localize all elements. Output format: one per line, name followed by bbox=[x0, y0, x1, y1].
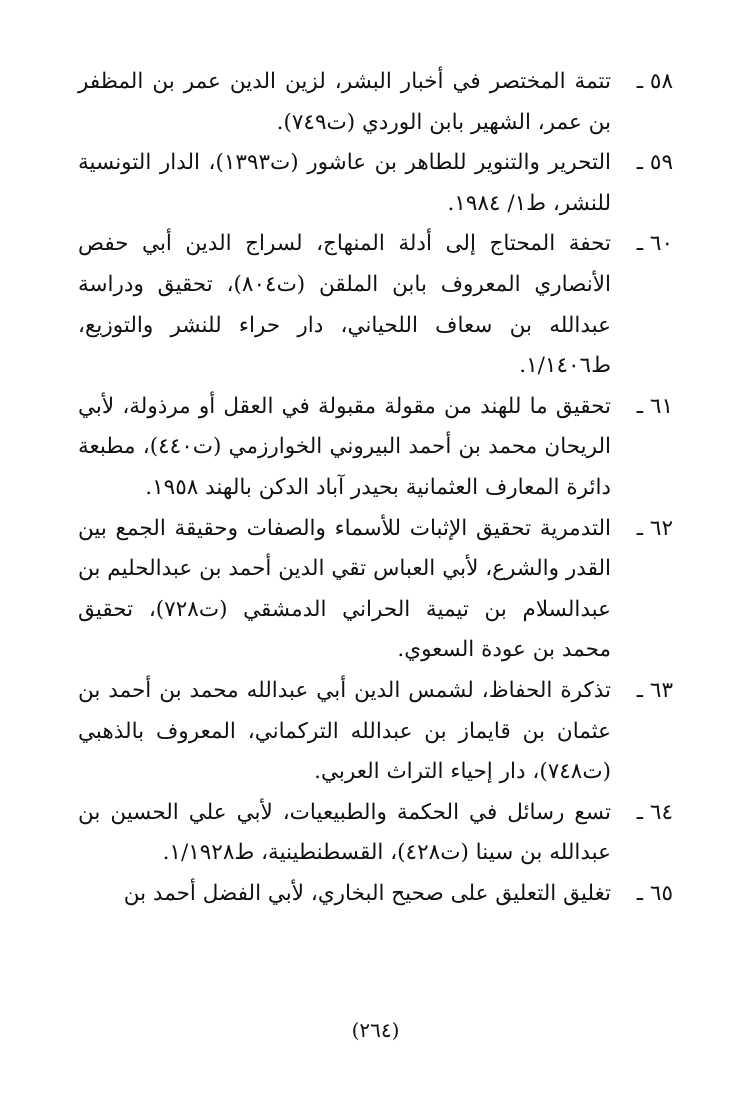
entry-58 bbox=[78, 62, 673, 143]
page-number: (٢٦٤) bbox=[351, 1018, 400, 1042]
entry-number: ٦٤ ـ bbox=[636, 799, 673, 825]
entry-61 bbox=[78, 387, 673, 509]
entry-text: تغليق التعليق على صحيح البخاري، لأبي الفضل أحمد بن bbox=[123, 880, 611, 906]
entry-65 bbox=[78, 874, 673, 915]
entry-62 bbox=[78, 509, 673, 671]
entry-text: التدمرية تحقيق الإثبات للأسماء والصفات وحقيقة الجمع بين القدر والشرع، لأبي العباس تقي الدين أحمد بن عبدالحليم بن عبدالسلام بن تيمية الحراني الدمشقي (ت٧٢٨)، تحقيق محمد بن عودة السعوي. bbox=[78, 515, 611, 663]
entry-text: تحقيق ما للهند من مقولة مقبولة في العقل أو مرذولة، لأبي الريحان محمد بن أحمد البيروني الخوارزمي (ت٤٤٠)، مطبعة دائرة المعارف العثمانية بحيدر آباد الدكن بالهند ١٩٥٨. bbox=[78, 393, 612, 500]
entry-59 bbox=[78, 143, 673, 224]
entry-text: تحفة المحتاج إلى أدلة المنهاج، لسراج الدين أبي حفص الأنصاري المعروف بابن الملقن (ت٨٠٤)، تحقيق ودراسة عبدالله بن سعاف اللحياني، دار حراء للنشر والتوزيع، ط١/١٤٠٦. bbox=[78, 231, 611, 379]
entry-63 bbox=[78, 671, 673, 793]
entry-number: ٦٠ ـ bbox=[636, 231, 673, 257]
entry-number: ٦١ ـ bbox=[636, 393, 673, 419]
entry-text: التحرير والتنوير للطاهر بن عاشور (ت١٣٩٣)، الدار التونسية للنشر، ط١/ ١٩٨٤. bbox=[78, 150, 611, 216]
entry-60 bbox=[78, 224, 673, 386]
entry-number: ٦٥ ـ bbox=[636, 880, 673, 906]
entry-text: تسع رسائل في الحكمة والطبيعيات، لأبي علي الحسين بن عبدالله بن سينا (ت٤٢٨)، القسطنطينية، ط١/١٩٢٨. bbox=[78, 799, 611, 866]
bibliography-page bbox=[78, 62, 673, 914]
entry-text: تذكرة الحفاظ، لشمس الدين أبي عبدالله محمد بن أحمد بن عثمان بن قايماز بن عبدالله التركماني، المعروف بالذهبي (ت٧٤٨)، دار إحياء التراث العربي. bbox=[78, 677, 611, 785]
entry-64 bbox=[78, 793, 673, 874]
entry-number: ٥٩ ـ bbox=[636, 150, 673, 176]
entry-text: تتمة المختصر في أخبار البشر، لزين الدين عمر بن المظفر بن عمر، الشهير بابن الوردي (ت٧٤٩). bbox=[78, 69, 611, 135]
entry-number: ٥٨ ـ bbox=[636, 69, 673, 94]
entry-number: ٦٣ ـ bbox=[636, 677, 673, 703]
entry-number: ٦٢ ـ bbox=[636, 515, 673, 541]
